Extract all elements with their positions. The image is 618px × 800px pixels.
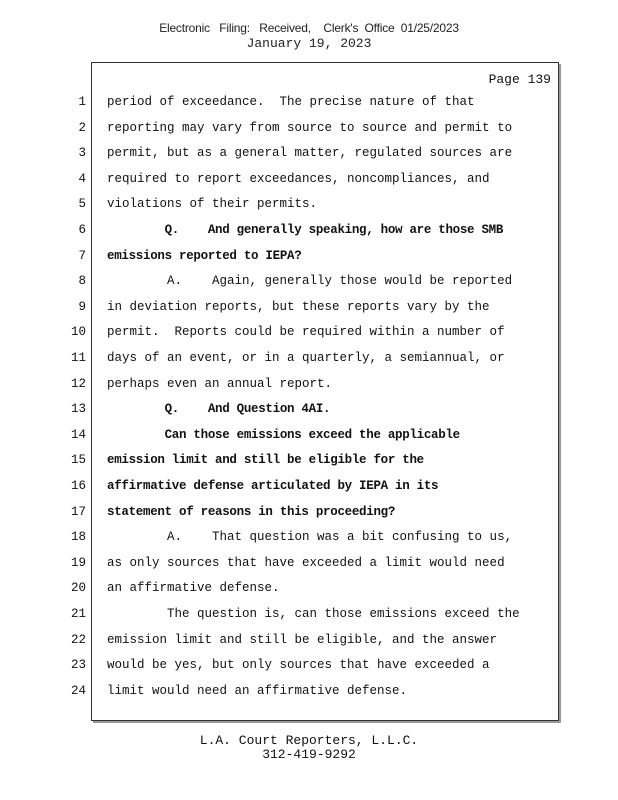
page-number: Page 139 [488, 72, 551, 87]
line-text: permit. Reports could be required within a number of [107, 325, 505, 340]
transcript-line [0, 556, 618, 576]
transcript-line [0, 530, 618, 550]
line-number: 5 [78, 197, 86, 212]
line-text: affirmative defense articulated by IEPA in its [107, 479, 439, 493]
line-text: emissions reported to IEPA? [107, 248, 302, 263]
line-number: 24 [70, 683, 86, 698]
line-text: would be yes, but only sources that have exceeded a [107, 658, 490, 673]
line-number: 19 [70, 555, 86, 570]
line-text: days of an event, or in a quarterly, a semiannual, or [107, 351, 505, 365]
transcript-line [0, 479, 618, 499]
transcript-line [0, 351, 618, 371]
line-number: 16 [70, 479, 86, 493]
transcript-line [0, 325, 618, 345]
transcript-line [0, 453, 618, 473]
line-number: 17 [70, 504, 86, 519]
line-text: Q. And Question 4AI. [107, 402, 331, 417]
line-number: 20 [70, 581, 86, 596]
line-text: perhaps even an annual report. [107, 376, 333, 391]
transcript-line [0, 581, 618, 601]
line-number: 8 [78, 274, 86, 289]
line-text: violations of their permits. [107, 197, 318, 212]
line-text: The question is, can those emissions exceed the [107, 607, 520, 621]
transcript-line [0, 121, 618, 141]
line-number: 23 [70, 658, 86, 673]
line-text: in deviation reports, but these reports vary by the [107, 299, 490, 314]
line-text: required to report exceedances, noncompliances, and [107, 171, 490, 186]
line-number: 13 [70, 402, 86, 417]
line-text: permit, but as a general matter, regulated sources are [107, 146, 513, 161]
line-text: emission limit and still be eligible for the [107, 453, 424, 468]
line-text: an affirmative defense. [107, 581, 280, 596]
line-text: emission limit and still be eligible, and the answer [107, 632, 498, 647]
line-number: 14 [70, 427, 86, 442]
transcript-line [0, 402, 618, 422]
line-text: reporting may vary from source to source and permit to [107, 120, 513, 135]
line-text: limit would need an affirmative defense. [107, 683, 408, 698]
line-text: Can those emissions exceed the applicable [107, 427, 460, 442]
line-text: statement of reasons in this proceeding? [107, 504, 396, 519]
line-number: 2 [78, 120, 86, 135]
line-number: 11 [70, 351, 86, 365]
line-number: 18 [70, 530, 86, 545]
transcript-line [0, 249, 618, 269]
transcript-line [0, 377, 618, 397]
line-number: 7 [78, 248, 86, 263]
transcript-line [0, 505, 618, 525]
line-number: 22 [70, 632, 86, 647]
transcript-line [0, 146, 618, 166]
line-number: 1 [78, 95, 86, 109]
line-number: 4 [78, 171, 86, 186]
transcript-line [0, 274, 618, 294]
line-number: 21 [70, 607, 86, 621]
transcript-line [0, 300, 618, 320]
footer-phone: 312-419-9292 [262, 747, 356, 762]
transcript-date: January 19, 2023 [246, 36, 372, 51]
line-number: 3 [78, 146, 86, 161]
line-number: 15 [70, 453, 86, 468]
transcript-line [0, 172, 618, 192]
transcript-line [0, 658, 618, 678]
transcript-line [0, 197, 618, 217]
line-text: period of exceedance. The precise nature of that [107, 95, 475, 109]
transcript-line [0, 633, 618, 653]
transcript-line [0, 95, 618, 115]
line-number: 10 [70, 325, 86, 340]
line-number: 9 [78, 299, 86, 314]
line-text: Q. And generally speaking, how are those SMB [107, 223, 504, 237]
transcript-line [0, 428, 618, 448]
footer-company: L.A. Court Reporters, L.L.C. [199, 733, 419, 748]
transcript-line [0, 223, 618, 243]
line-text: as only sources that have exceeded a limit would need [107, 555, 505, 570]
filing-stamp: Electronic Filing: Received, Clerk's Office 01/25/2023 [159, 21, 459, 35]
line-text: A. That question was a bit confusing to us, [107, 530, 513, 545]
line-number: 6 [78, 223, 86, 237]
line-text: A. Again, generally those would be reported [107, 274, 513, 289]
transcript-line [0, 607, 618, 627]
transcript-line [0, 684, 618, 704]
line-number: 12 [70, 376, 86, 391]
